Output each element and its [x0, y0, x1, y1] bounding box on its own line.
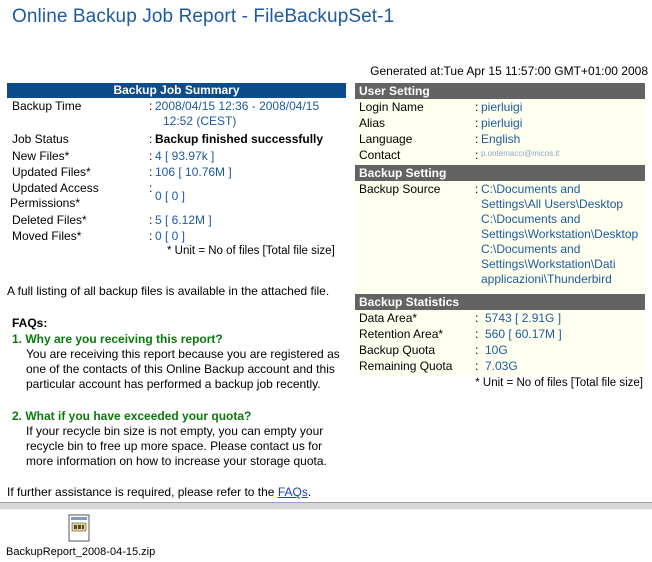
job-status-value: Backup finished successfully — [155, 132, 324, 146]
summary-label: Moved Files* — [12, 229, 82, 243]
stat-label: Backup Quota — [359, 343, 436, 357]
backup-source-line: Settings\Workstation\Dati — [481, 257, 616, 271]
stat-value: 10G — [485, 343, 508, 357]
summary-unit-note-row — [7, 245, 346, 261]
summary-value-cont: 12:52 (CEST) — [163, 114, 237, 128]
setting-value: pierluigi — [481, 116, 523, 130]
summary-label: Updated Access — [12, 181, 99, 195]
summary-row-deleted-files: Deleted Files* : 5 [ 6.12M ] — [12, 213, 212, 227]
summary-label-cont: Permissions* — [10, 196, 81, 210]
zip-file-icon[interactable] — [68, 514, 90, 542]
assistance-text: If further assistance is required, please refer to the — [7, 485, 278, 499]
setting-label: Language — [359, 132, 413, 146]
setting-label: Contact — [359, 148, 401, 162]
backup-source-line: C:\Documents and — [481, 242, 581, 256]
stat-label: Data Area* — [359, 311, 418, 325]
setting-label: Login Name — [359, 100, 424, 114]
backup-source-line: C:\Documents and — [481, 182, 581, 196]
contact-email[interactable]: p.ontemacci@micos.it — [481, 149, 560, 158]
settings-panel — [355, 83, 645, 392]
generated-timestamp: Generated at:Tue Apr 15 11:57:00 GMT+01:00 2008 — [370, 64, 648, 78]
backup-statistics-section: Data Area* : 5743 [ 2.91G ] Retention Area* : 560 [ 60.17M ] Backup Quota : 10G Remaining Quota : 7.03G — [355, 310, 645, 376]
summary-row-job-status: Job Status : Backup finished successfully — [12, 132, 324, 146]
backup-setting-header: Backup Setting — [355, 165, 645, 181]
report-title: Online Backup Job Report - FileBackupSet-1 — [12, 6, 395, 27]
summary-row-new-files: New Files* : 4 [ 93.97k ] — [12, 149, 215, 163]
user-setting-header: User Setting — [355, 83, 645, 99]
summary-row-updated-files: Updated Files* : 106 [ 10.76M ] — [12, 165, 232, 179]
summary-value: 0 [ 0 ] — [155, 229, 186, 243]
summary-row-updated-access: Updated Access Permissions* : 0 [ 0 ] — [10, 181, 186, 210]
faq-answer-1: You are receiving this report because you are registered as one of the contacts of this Online Backup account and this particular account has performed a backup job recently. — [26, 347, 340, 391]
faq-question-2: 2. What if you have exceeded your quota? — [12, 409, 252, 423]
setting-value: English — [481, 132, 521, 146]
summary-header: Backup Job Summary — [7, 83, 346, 98]
faqs-link[interactable]: FAQs — [277, 485, 308, 499]
summary-label: Backup Time — [12, 99, 82, 113]
assistance-line — [7, 485, 311, 499]
summary-label: Job Status — [12, 132, 69, 146]
listing-notice: A full listing of all backup files is available in the attached file. — [7, 284, 330, 298]
faq-answer-2: If your recycle bin size is not empty, you can empty your recycle bin to free up more space. Please contact us for more information on how to increase your storage quota. — [26, 424, 327, 468]
backup-job-summary — [7, 83, 346, 261]
summary-label: Updated Files* — [12, 165, 91, 179]
setting-label: Backup Source — [359, 182, 441, 196]
summary-label: New Files* — [12, 149, 70, 163]
stat-value: 7.03G — [485, 359, 518, 373]
backup-source-line: C:\Documents and — [481, 212, 581, 226]
faq-question-1: 1. Why are you receiving this report? — [12, 332, 223, 346]
setting-value: pierluigi — [481, 100, 523, 114]
setting-label: Alias — [359, 116, 386, 130]
summary-value: 0 [ 0 ] — [155, 189, 186, 203]
attachment-divider — [0, 502, 652, 510]
summary-row-moved-files: Moved Files* : 0 [ 0 ] — [12, 229, 186, 243]
summary-label: Deleted Files* — [12, 213, 87, 227]
stat-label: Remaining Quota — [359, 359, 453, 373]
summary-value: 4 [ 93.97k ] — [155, 149, 215, 163]
stats-note-row — [355, 376, 645, 392]
summary-value: 106 [ 10.76M ] — [155, 165, 232, 179]
stat-value: 560 [ 60.17M ] — [485, 327, 562, 341]
unit-note: * Unit = No of files [Total file size] — [167, 245, 335, 257]
backup-statistics-header: Backup Statistics — [355, 294, 645, 310]
backup-setting-section: Backup Source : C:\Documents and Settings\All Users\Desktop C:\Documents and Settings\Workstation\Desktop C:\Documents and Settings\Workstation\Dati applicazioni\Thunderbird — [355, 181, 645, 294]
assistance-end: . — [307, 485, 312, 499]
backup-source-line: Settings\All Users\Desktop — [481, 197, 624, 211]
stat-value: 5743 [ 2.91G ] — [485, 311, 562, 325]
attachment-filename[interactable]: BackupReport_2008-04-15.zip — [6, 546, 156, 558]
faqs-title: FAQs: — [12, 316, 48, 330]
summary-value: 5 [ 6.12M ] — [155, 213, 212, 227]
backup-source-line: applicazioni\Thunderbird — [481, 272, 612, 286]
stat-label: Retention Area* — [359, 327, 444, 341]
unit-note: * Unit = No of files [Total file size] — [475, 377, 643, 389]
summary-value: 2008/04/15 12:36 - 2008/04/15 — [155, 99, 320, 113]
backup-source-line: Settings\Workstation\Desktop — [481, 227, 639, 241]
user-setting-section: Login Name : pierluigi Alias : pierluigi Language : English Contact : p.ontemacci@micos.it — [355, 99, 645, 165]
summary-row-backup-time: Backup Time : 2008/04/15 12:36 - 2008/04/15 12:52 (CEST) — [12, 99, 320, 128]
